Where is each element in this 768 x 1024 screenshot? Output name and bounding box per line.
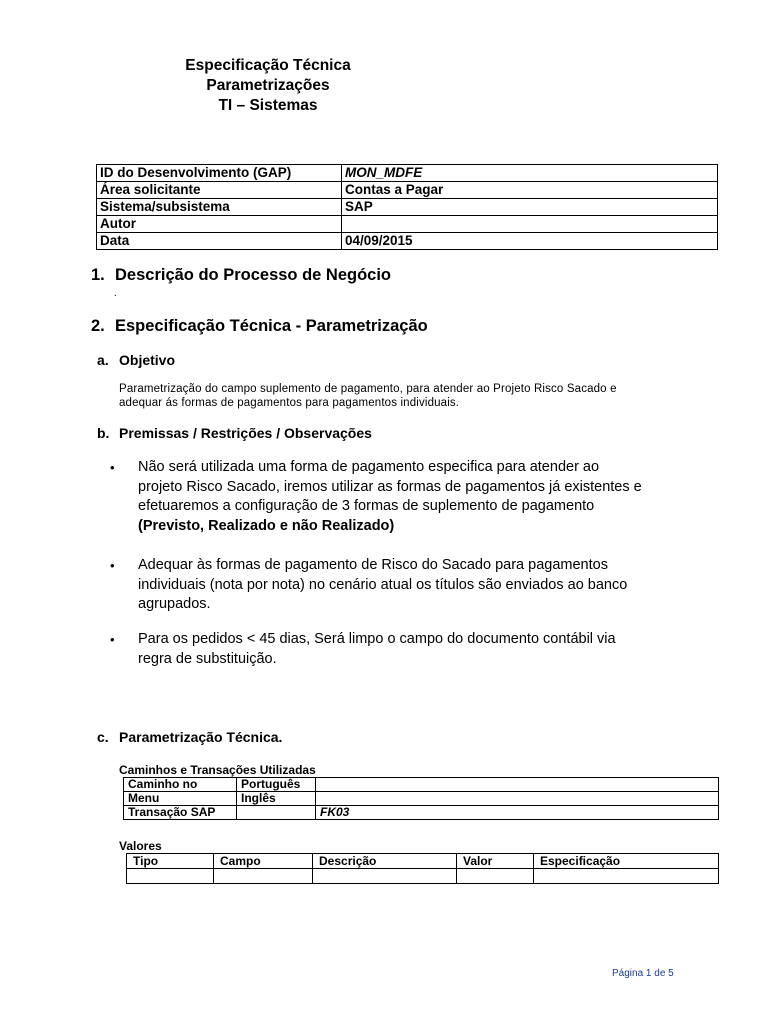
list-item-line: agrupados.	[138, 596, 211, 612]
table-row	[97, 216, 718, 233]
table-cell: FK03	[316, 806, 719, 820]
table-row	[124, 778, 719, 792]
bullet-icon: •	[110, 632, 115, 647]
list-item-line: Para os pedidos < 45 dias, Será limpo o campo do documento contábil via	[138, 631, 616, 647]
list-item-emphasis: (Previsto, Realizado e não Realizado)	[138, 517, 395, 534]
header-department: TI – Sistemas	[218, 97, 318, 114]
list-item	[110, 556, 690, 615]
list-item	[110, 630, 690, 669]
metadata-value	[342, 216, 718, 233]
subsection-number: b.	[97, 425, 110, 441]
section-number: 1.	[91, 266, 105, 284]
list-item-line: Não será utilizada uma forma de pagamento especifica para atender ao	[138, 459, 600, 475]
metadata-key: ID do Desenvolvimento (GAP)	[97, 165, 342, 182]
table-cell: Transação SAP	[124, 806, 237, 820]
table-cell	[316, 792, 719, 806]
table-row	[127, 869, 719, 884]
table-cell: Português	[237, 778, 316, 792]
metadata-key: Data	[97, 233, 342, 250]
values-table	[126, 853, 719, 884]
section-title: Descrição do Processo de Negócio	[115, 266, 392, 284]
bullet-icon: •	[110, 460, 115, 475]
table-row	[97, 182, 718, 199]
bullet-icon: •	[110, 558, 115, 573]
objective-text	[119, 382, 699, 410]
column-header: Especificação	[534, 854, 719, 869]
values-table-title: Valores	[119, 839, 162, 853]
list-item	[110, 458, 690, 536]
metadata-key: Sistema/subsistema	[97, 199, 342, 216]
metadata-table	[96, 164, 718, 250]
page-number: Página 1 de 5	[612, 968, 674, 979]
objective-line: Parametrização do campo suplemento de pagamento, para atender ao Projeto Risco Sacado e	[119, 383, 617, 395]
table-cell	[127, 869, 214, 884]
list-item-line: projeto Risco Sacado, iremos utilizar as formas de pagamentos já existentes e	[138, 478, 642, 495]
table-cell	[237, 806, 316, 820]
list-item-line: regra de substituição.	[138, 650, 277, 667]
document-header	[120, 56, 416, 116]
table-cell	[214, 869, 313, 884]
table-cell	[313, 869, 457, 884]
metadata-value: 04/09/2015	[342, 233, 718, 250]
table-row	[124, 806, 719, 820]
header-title: Especificação Técnica	[185, 57, 351, 74]
subsection-a-heading	[97, 351, 175, 369]
column-header: Campo	[214, 854, 313, 869]
column-header: Tipo	[127, 854, 214, 869]
metadata-value: SAP	[342, 199, 718, 216]
metadata-value: Contas a Pagar	[342, 182, 718, 199]
table-cell	[534, 869, 719, 884]
section-2-heading	[91, 316, 428, 336]
table-header-row	[127, 854, 719, 869]
list-item-text	[138, 556, 690, 615]
section-title: Especificação Técnica - Parametrização	[115, 317, 428, 335]
section-number: 2.	[91, 317, 105, 335]
list-item-text	[138, 458, 690, 536]
metadata-key: Área solicitante	[97, 182, 342, 199]
subsection-b-heading	[97, 424, 372, 442]
subsection-number: a.	[97, 352, 109, 368]
table-cell: Inglês	[237, 792, 316, 806]
paths-table-title: Caminhos e Transações Utilizadas	[119, 763, 316, 777]
subsection-c-heading	[97, 728, 282, 746]
table-cell: Caminho no	[124, 778, 237, 792]
objective-line: adequar ás formas de pagamentos para pagamentos individuais.	[119, 397, 460, 409]
table-cell: Menu	[124, 792, 237, 806]
subsection-title: Parametrização Técnica.	[119, 729, 283, 745]
subsection-title: Objetivo	[119, 352, 176, 368]
list-item-line: individuais (nota por nota) no cenário atual os títulos são enviados ao banco	[138, 576, 628, 593]
metadata-key: Autor	[97, 216, 342, 233]
column-header: Descrição	[313, 854, 457, 869]
table-row	[97, 165, 718, 182]
table-row	[124, 792, 719, 806]
table-row	[97, 233, 718, 250]
subsection-number: c.	[97, 729, 109, 745]
metadata-value: MON_MDFE	[342, 165, 718, 182]
paths-table	[123, 777, 719, 820]
list-item-text	[138, 630, 690, 669]
table-row	[97, 199, 718, 216]
column-header: Valor	[457, 854, 534, 869]
table-cell	[316, 778, 719, 792]
section-1-heading	[91, 265, 391, 285]
header-subtitle: Parametrizações	[206, 77, 330, 94]
section-1-placeholder: .	[114, 288, 117, 299]
subsection-title: Premissas / Restrições / Observações	[119, 425, 372, 441]
list-item-line: Adequar às formas de pagamento de Risco do Sacado para pagamentos	[138, 557, 608, 573]
table-cell	[457, 869, 534, 884]
list-item-line: efetuaremos a configuração de 3 formas de suplemento de pagamento	[138, 498, 595, 514]
